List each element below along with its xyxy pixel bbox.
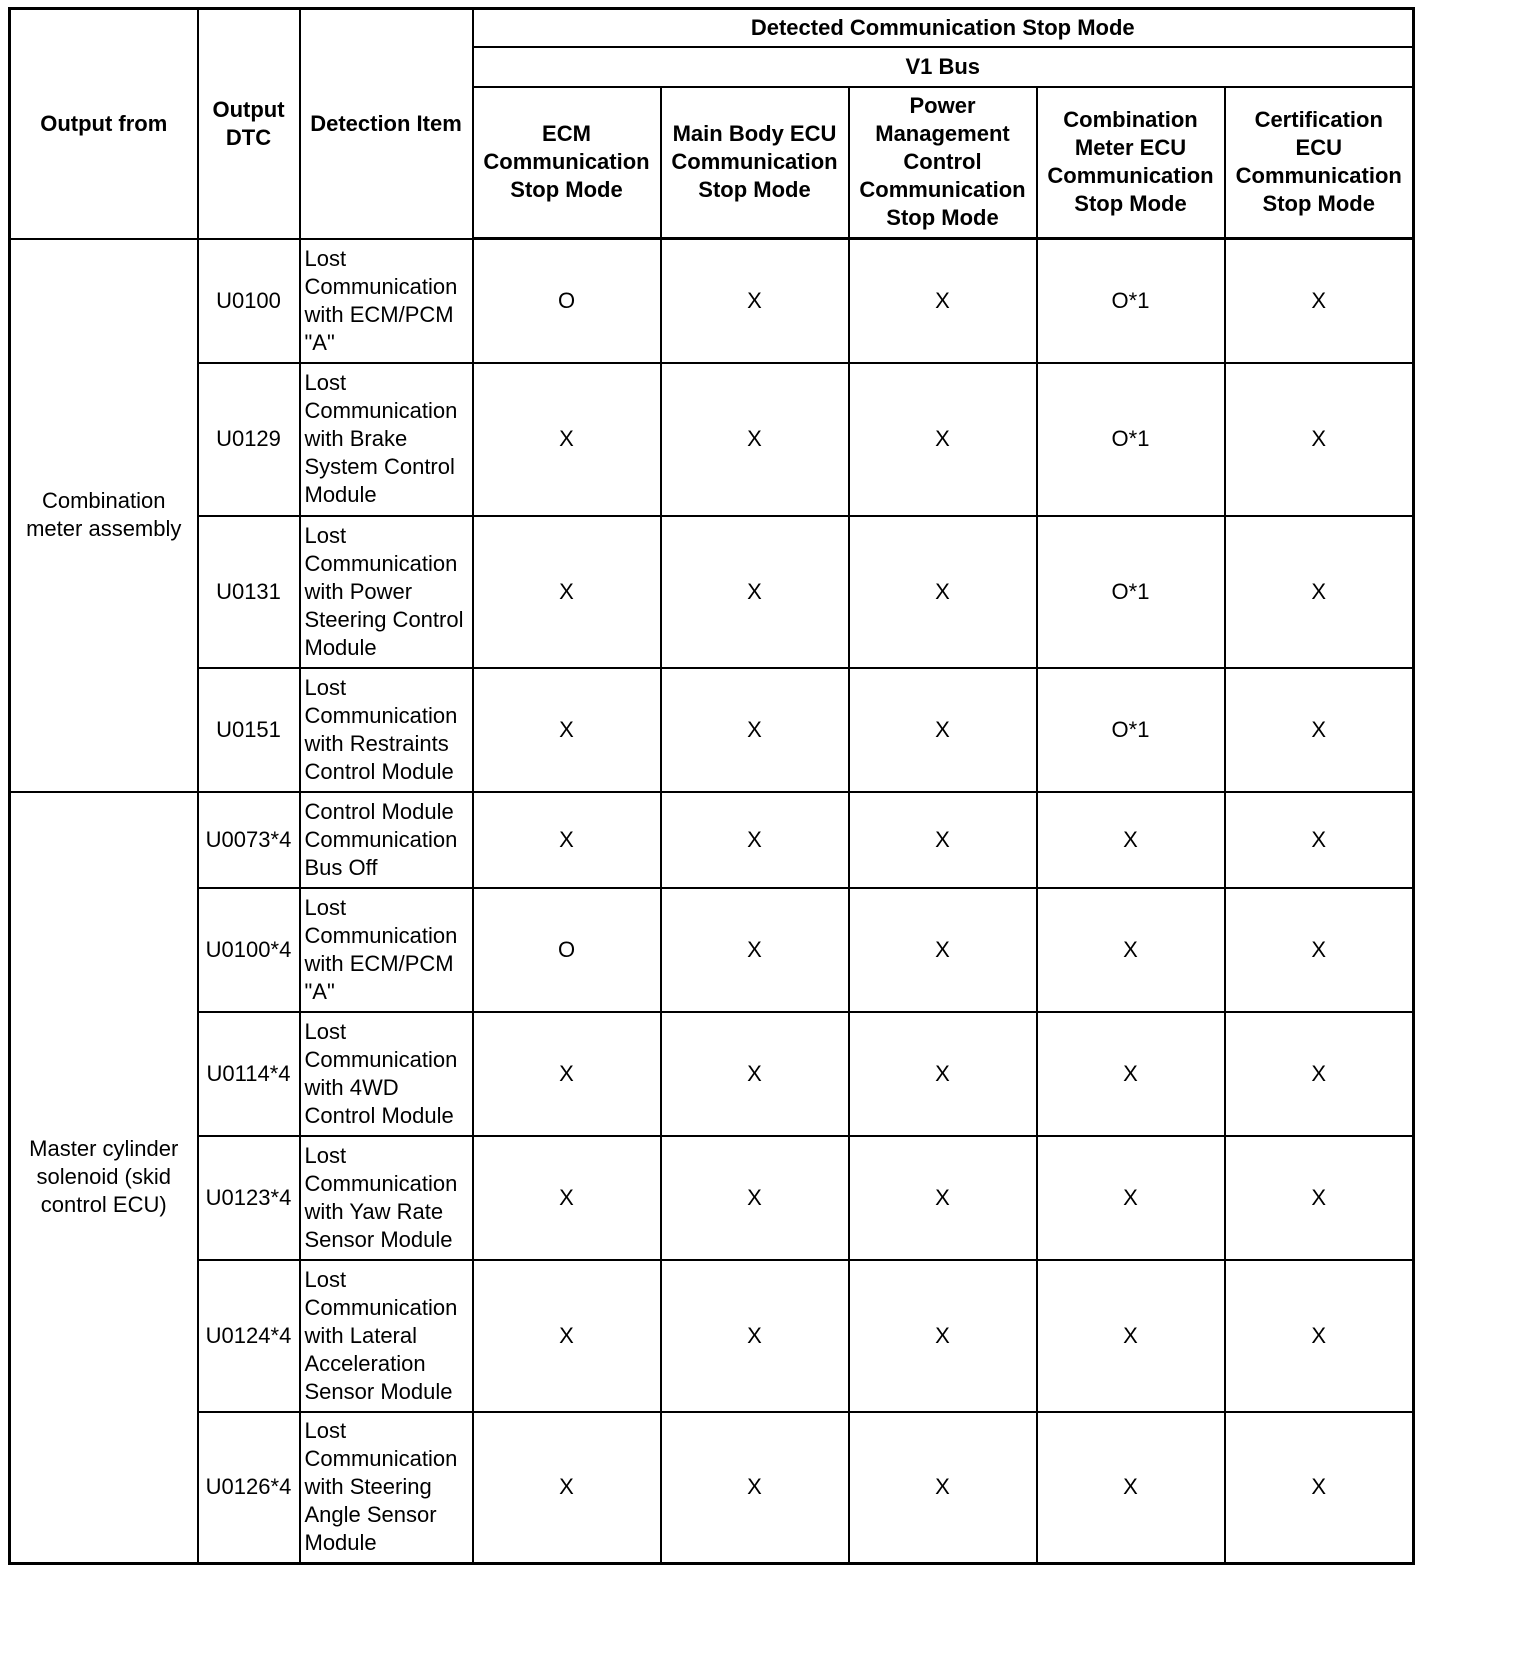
detection-item: Lost Communication with ECM/PCM "A" — [300, 888, 473, 1012]
mark-combination-meter: X — [1037, 1136, 1225, 1260]
table-row — [10, 1260, 1414, 1412]
mark-combination-meter: X — [1037, 1412, 1225, 1564]
header-output-from: Output from — [10, 9, 198, 239]
detection-item: Lost Communication with Steering Angle Sensor Module — [300, 1412, 473, 1564]
dtc-code: U0123*4 — [198, 1136, 300, 1260]
mark-ecm: X — [473, 1260, 661, 1412]
header-detection-item: Detection Item — [300, 9, 473, 239]
mark-main-body: X — [661, 1136, 849, 1260]
mark-main-body: X — [661, 516, 849, 668]
detection-item: Lost Communication with Power Steering Control Module — [300, 516, 473, 668]
mark-main-body: X — [661, 888, 849, 1012]
header-detected-mode: Detected Communication Stop Mode — [473, 9, 1414, 47]
dtc-code: U0131 — [198, 516, 300, 668]
mark-certification: X — [1225, 668, 1414, 792]
header-col-certification: Certification ECU Communication Stop Mode — [1225, 87, 1414, 239]
header-col-power-mgmt: Power Management Control Communication Stop Mode — [849, 87, 1037, 239]
header-output-dtc: Output DTC — [198, 9, 300, 239]
mark-power-mgmt: X — [849, 1012, 1037, 1136]
mark-main-body: X — [661, 1412, 849, 1564]
dtc-code: U0073*4 — [198, 792, 300, 888]
table-row — [10, 668, 1414, 792]
mark-power-mgmt: X — [849, 792, 1037, 888]
mark-ecm: X — [473, 792, 661, 888]
mark-combination-meter: O*1 — [1037, 668, 1225, 792]
mark-certification: X — [1225, 363, 1414, 516]
mark-power-mgmt: X — [849, 239, 1037, 363]
mark-power-mgmt: X — [849, 516, 1037, 668]
table-row — [10, 239, 1414, 363]
mark-ecm: O — [473, 239, 661, 363]
mark-certification: X — [1225, 516, 1414, 668]
table-row — [10, 1412, 1414, 1564]
detection-item: Lost Communication with Yaw Rate Sensor Module — [300, 1136, 473, 1260]
mark-ecm: X — [473, 668, 661, 792]
mark-ecm: X — [473, 1412, 661, 1564]
detection-item: Control Module Communication Bus Off — [300, 792, 473, 888]
mark-power-mgmt: X — [849, 1260, 1037, 1412]
table-body — [10, 239, 1414, 1564]
mark-ecm: X — [473, 1136, 661, 1260]
mark-main-body: X — [661, 1012, 849, 1136]
mark-power-mgmt: X — [849, 668, 1037, 792]
mark-certification: X — [1225, 792, 1414, 888]
dtc-code: U0100 — [198, 239, 300, 363]
mark-ecm: X — [473, 516, 661, 668]
table-row — [10, 516, 1414, 668]
table-row — [10, 888, 1414, 1012]
mark-combination-meter: X — [1037, 792, 1225, 888]
detection-item: Lost Communication with Lateral Acceleration Sensor Module — [300, 1260, 473, 1412]
header-col-combination-meter: Combination Meter ECU Communication Stop Mode — [1037, 87, 1225, 239]
dtc-code: U0129 — [198, 363, 300, 516]
table-row — [10, 363, 1414, 516]
mark-power-mgmt: X — [849, 363, 1037, 516]
detection-item: Lost Communication with ECM/PCM "A" — [300, 239, 473, 363]
mark-certification: X — [1225, 888, 1414, 1012]
table-row — [10, 1012, 1414, 1136]
mark-power-mgmt: X — [849, 888, 1037, 1012]
dtc-code: U0100*4 — [198, 888, 300, 1012]
mark-power-mgmt: X — [849, 1136, 1037, 1260]
mark-main-body: X — [661, 363, 849, 516]
header-bus: V1 Bus — [473, 47, 1414, 87]
mark-certification: X — [1225, 1012, 1414, 1136]
mark-power-mgmt: X — [849, 1412, 1037, 1564]
detection-item: Lost Communication with Brake System Control Module — [300, 363, 473, 516]
mark-main-body: X — [661, 668, 849, 792]
mark-certification: X — [1225, 1260, 1414, 1412]
mark-certification: X — [1225, 1136, 1414, 1260]
header-col-main-body: Main Body ECU Communication Stop Mode — [661, 87, 849, 239]
dtc-code: U0114*4 — [198, 1012, 300, 1136]
header-col-ecm: ECM Communication Stop Mode — [473, 87, 661, 239]
dtc-code: U0126*4 — [198, 1412, 300, 1564]
dtc-code: U0124*4 — [198, 1260, 300, 1412]
mark-combination-meter: X — [1037, 888, 1225, 1012]
mark-certification: X — [1225, 1412, 1414, 1564]
mark-main-body: X — [661, 1260, 849, 1412]
mark-combination-meter: O*1 — [1037, 516, 1225, 668]
table-row — [10, 792, 1414, 888]
mark-main-body: X — [661, 792, 849, 888]
dtc-code: U0151 — [198, 668, 300, 792]
group-name: Master cylinder solenoid (skid control ECU) — [10, 792, 198, 1564]
mark-ecm: O — [473, 888, 661, 1012]
mark-ecm: X — [473, 1012, 661, 1136]
group-name: Combination meter assembly — [10, 239, 198, 792]
mark-combination-meter: X — [1037, 1012, 1225, 1136]
table-row — [10, 1136, 1414, 1260]
mark-certification: X — [1225, 239, 1414, 363]
mark-ecm: X — [473, 363, 661, 516]
mark-combination-meter: X — [1037, 1260, 1225, 1412]
detection-item: Lost Communication with Restraints Control Module — [300, 668, 473, 792]
table-header — [10, 9, 1414, 239]
mark-combination-meter: O*1 — [1037, 239, 1225, 363]
dtc-table — [8, 7, 1415, 1565]
detection-item: Lost Communication with 4WD Control Module — [300, 1012, 473, 1136]
mark-combination-meter: O*1 — [1037, 363, 1225, 516]
mark-main-body: X — [661, 239, 849, 363]
